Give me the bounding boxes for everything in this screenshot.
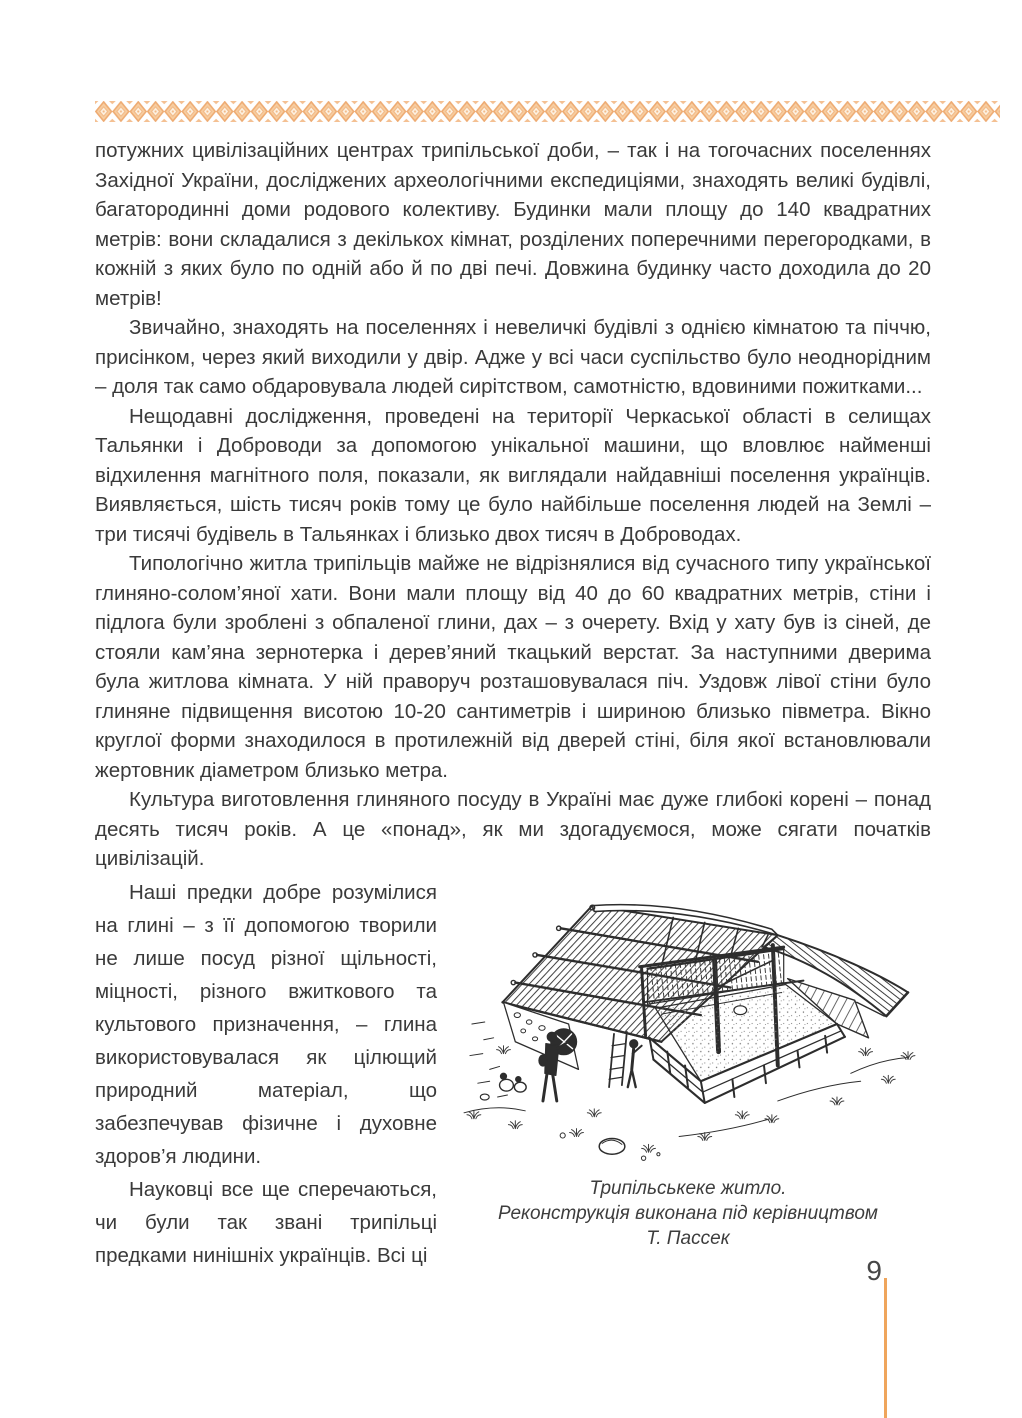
page-number: 9 (866, 1255, 882, 1286)
body-paragraph: Науковці все ще сперечаються, чи були так звані трипільці предками нинішніх українців. Всі ці (95, 1177, 437, 1267)
body-paragraph: Нещодавні дослідження, проведені на території Черкаської області в селищах Тальянки і Доброводи за допомогою унікальної машини, що вловлює найменші відхилення магнітного поля, показали, як виглядали найдавніші поселення українців. Виявляється, шість тисяч років тому це було найбільше поселення людей на Землі – три тисячі будівель в Тальянках і близько двох тисяч в Доброводах. (95, 404, 931, 546)
left-text-column (95, 876, 437, 1272)
figure-caption-line: Трипільськеке житло. (589, 1177, 787, 1199)
dwelling-figure (445, 876, 931, 1251)
figure-caption-line: Т. Пассек (646, 1227, 730, 1249)
figure-caption (445, 1176, 931, 1251)
ornament-border (95, 101, 1000, 122)
body-paragraph: Звичайно, знаходять на поселеннях і невеличкі будівлі з однією кімнатою та піччю, присінком, через який виходили у двір. Адже у всі часи суспільство було неоднорідним – доля так само обдаровувала людей сирітством, самотністю, вдовиними пожитками... (95, 316, 931, 398)
figure-caption-line: Реконструкція виконана під керівництвом (498, 1202, 878, 1224)
page-text (95, 136, 931, 1272)
dwelling-illustration (445, 876, 931, 1172)
body-paragraph: Наші предки добре розумілися на глині – з її допомогою творили не лише посуд різної щільності, міцності, різного вжиткового та культового призначення, – глина використовувалася як цілющий природний матеріал, що забезпечував фізичне і духовне здоров’я людини. (95, 880, 437, 1168)
ornament-border-pattern (95, 101, 1000, 122)
body-paragraph: Культура виготовлення глиняного посуду в Україні має дуже глибокі корені – понад десять тисяч років. А це «понад», як ми здогадуємося, може сягати початків цивілізацій. (95, 788, 931, 870)
body-paragraph: Типологічно житла трипільців майже не відрізнялися від сучасного типу української глиняно-солом’яної хати. Вони мали площу від 40 до 60 квадратних метрів, стіни і підлога були зроблені з обпаленої глини, дах – з очерету. Вхід у хату був із сіней, де стояли кам’яна зернотерка і дерев’яний ткацький верстат. За наступними дверима була житлова кімната. У ній праворуч розташовувалася піч. Уздовж лівої стіни було глиняне підвищення висотою 10-20 сантиметрів і шириною близько півметра. Вікно круглої форми знаходилося в протилежній від дверей стіні, біля якої встановлювали жертовник діаметром близько метра. (95, 552, 931, 782)
body-paragraph: потужних цивілізаційних центрах трипільської доби, – так і на тогочасних поселеннях Західної України, досліджених археологічними експедиціями, знаходять великі будівлі, багатородинні доми родового колективу. Будинки мали площу до 140 квадратних метрів: вони складалися з декількох кімнат, розділених поперечними перегородками, в кожній з яких було по одній або й по дві печі. Довжина будинку часто доходила до 20 метрів! (95, 139, 931, 310)
text-and-figure-row (95, 876, 931, 1272)
page-number-rule (884, 1278, 887, 1418)
